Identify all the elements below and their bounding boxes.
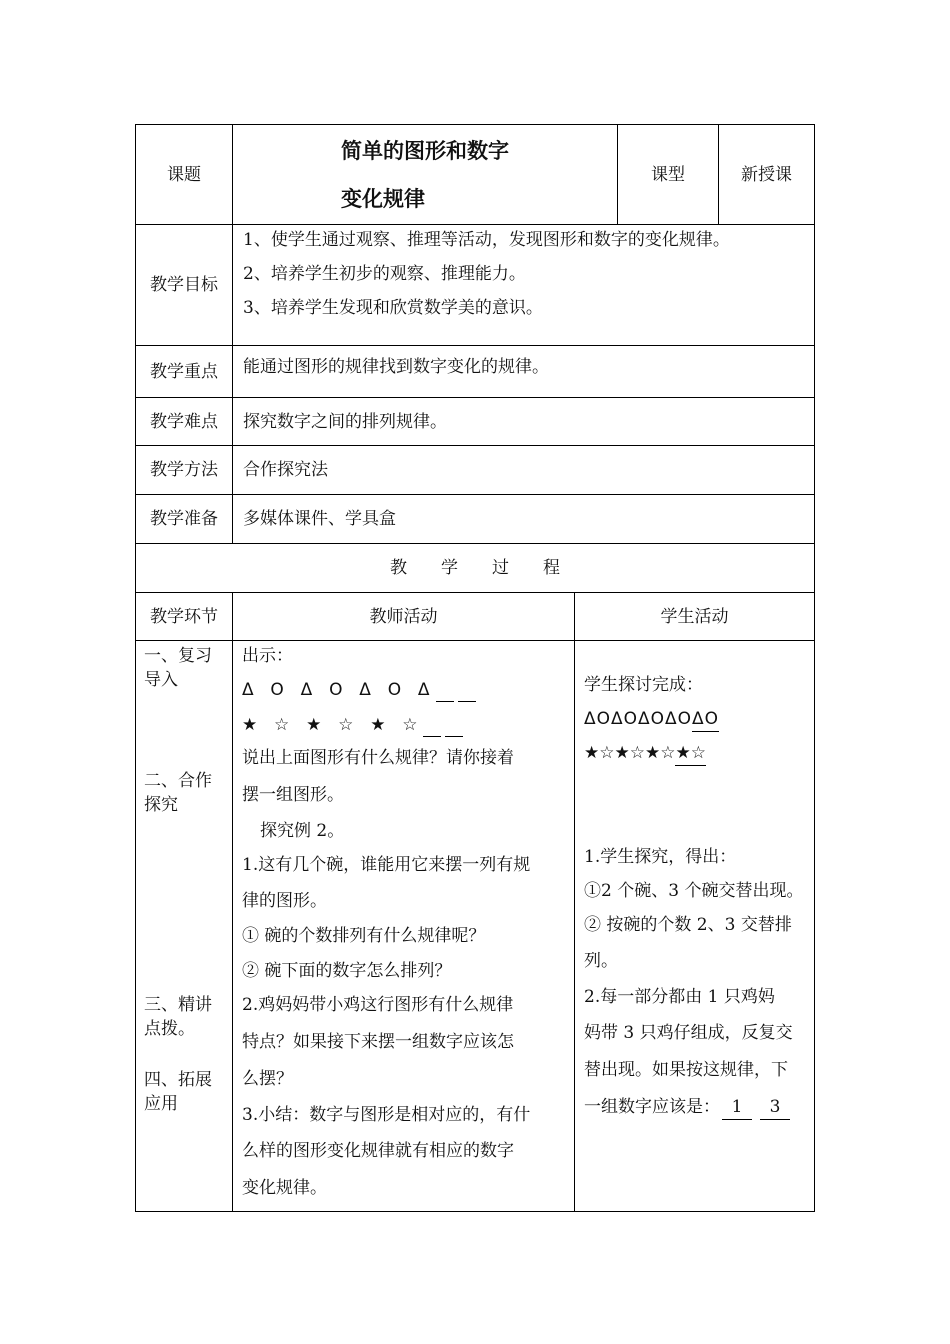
- stage-4-line1: 四、拓展: [144, 1070, 212, 1090]
- student-line: 替出现。如果按这规律，下: [584, 1060, 788, 1080]
- teacher-step1-line: ② 碗下面的数字怎么排列？: [242, 961, 452, 981]
- student-shape-sequence: [584, 707, 719, 732]
- student-activity: [584, 641, 812, 1211]
- stage-4-line2: 应用: [144, 1094, 178, 1114]
- stage-1-line2: 导入: [144, 670, 178, 690]
- teacher-step3-line: 3.小结：数字与图形是相对应的，有什: [242, 1105, 531, 1125]
- teacher-step1-line: 律的图形。: [242, 891, 327, 911]
- table-border-bottom: [135, 1211, 815, 1212]
- student-line: ①2 个碗、3 个碗交替出现。: [584, 881, 804, 901]
- stage-list: [144, 641, 232, 1211]
- teacher-step3-line: 变化规律。: [242, 1178, 327, 1198]
- student-line: 一组数字应该是：: [584, 1097, 720, 1117]
- star-sequence: ★ ☆ ★ ☆ ★ ☆: [242, 715, 420, 735]
- preparation-value: 多媒体课件、学具盒: [243, 509, 396, 529]
- answer-value-2: 3: [760, 1095, 790, 1120]
- student-answer-line: [584, 1095, 790, 1120]
- student-line: ② 按碗的个数 2、3 交替排: [584, 915, 792, 935]
- teacher-question-line: 摆一组图形。: [242, 785, 344, 805]
- teacher-question-line: 说出上面图形有什么规律？请你接着: [242, 748, 514, 768]
- triangle-circle-sequence: Δ O Δ O Δ O Δ: [242, 680, 432, 700]
- goal-item: 2、培养学生初步的观察、推理能力。: [243, 264, 526, 284]
- key-point-label: 教学重点: [150, 361, 218, 382]
- difficulty-label: 教学难点: [150, 411, 218, 432]
- student-line: 2.每一部分都由 1 只鸡妈: [584, 987, 775, 1007]
- student-line: 列。: [584, 951, 618, 971]
- teacher-column-header: 教师活动: [369, 606, 438, 627]
- goal-item: 3、培养学生发现和欣赏数学美的意识。: [243, 298, 543, 318]
- student-line: 1.学生探究，得出：: [584, 847, 737, 867]
- goal-item: 1、使学生通过观察、推理等活动，发现图形和数字的变化规律。: [243, 230, 730, 250]
- answer-blank: [445, 718, 463, 737]
- row-divider: [135, 445, 815, 446]
- difficulty-value: 探究数字之间的排列规律。: [243, 412, 447, 432]
- teacher-example: 探究例 2。: [260, 821, 345, 841]
- lesson-title-line1: 简单的图形和数字: [341, 139, 509, 163]
- stage-3-line2: 点拨。: [144, 1019, 195, 1039]
- teacher-step2-line: 么摆？: [242, 1069, 293, 1089]
- sequence-answer: ★☆: [675, 741, 705, 766]
- process-heading: 教 学 过 程: [390, 558, 560, 578]
- student-column-divider: [574, 592, 575, 1212]
- teacher-step1-line: ① 碗的个数排列有什么规律呢？: [242, 926, 486, 946]
- row-divider: [135, 494, 815, 495]
- answer-value-1: 1: [722, 1095, 752, 1120]
- goals-label: 教学目标: [150, 275, 218, 295]
- goals-list: [243, 226, 813, 344]
- teacher-shape-sequence: [242, 678, 476, 702]
- row-divider: [135, 397, 815, 398]
- sequence-answer: ΔO: [692, 707, 719, 732]
- row-divider: [135, 224, 815, 225]
- table-border-right: [814, 124, 815, 1212]
- key-point-value: 能通过图形的规律找到数字变化的规律。: [243, 357, 549, 377]
- stage-2-line2: 探究: [144, 795, 178, 815]
- teacher-step2-line: 特点？如果接下来摆一组数字应该怎: [242, 1032, 514, 1052]
- teacher-step2-line: 2.鸡妈妈带小鸡这行图形有什么规律: [242, 995, 514, 1015]
- stage-2-line1: 二、合作: [144, 771, 212, 791]
- topic-label: 课题: [167, 164, 201, 185]
- method-label: 教学方法: [150, 460, 218, 480]
- stage-column-header: 教学环节: [150, 606, 218, 627]
- stage-3-line1: 三、精讲: [144, 995, 212, 1015]
- type-value: 新授课: [741, 164, 792, 185]
- student-star-sequence: [584, 741, 706, 766]
- lesson-title-line2: 变化规律: [341, 187, 425, 211]
- triangle-circle-sequence: ΔOΔOΔOΔO: [584, 709, 693, 729]
- method-value: 合作探究法: [243, 460, 328, 480]
- teacher-step3-line: 么样的图形变化规律就有相应的数字: [242, 1141, 514, 1161]
- stage-1-line1: 一、复习: [144, 646, 212, 666]
- answer-blank: [458, 683, 476, 702]
- type-label: 课型: [651, 164, 685, 185]
- teacher-star-sequence: [242, 713, 463, 737]
- row-divider: [135, 345, 815, 346]
- student-column-header: 学生活动: [660, 606, 729, 627]
- student-line: 妈带 3 只鸡仔组成，反复交: [584, 1023, 793, 1043]
- answer-blank: [436, 683, 454, 702]
- star-sequence: ★☆★☆★☆: [584, 743, 676, 763]
- answer-blank: [423, 718, 441, 737]
- label-column-divider: [232, 592, 233, 1212]
- teacher-activity: [242, 641, 572, 1211]
- teacher-step1-line: 1.这有几个碗，谁能用它来摆一列有规: [242, 855, 531, 875]
- preparation-label: 教学准备: [150, 509, 218, 529]
- student-line: 学生探讨完成：: [584, 675, 703, 695]
- teacher-show: 出示：: [242, 646, 293, 666]
